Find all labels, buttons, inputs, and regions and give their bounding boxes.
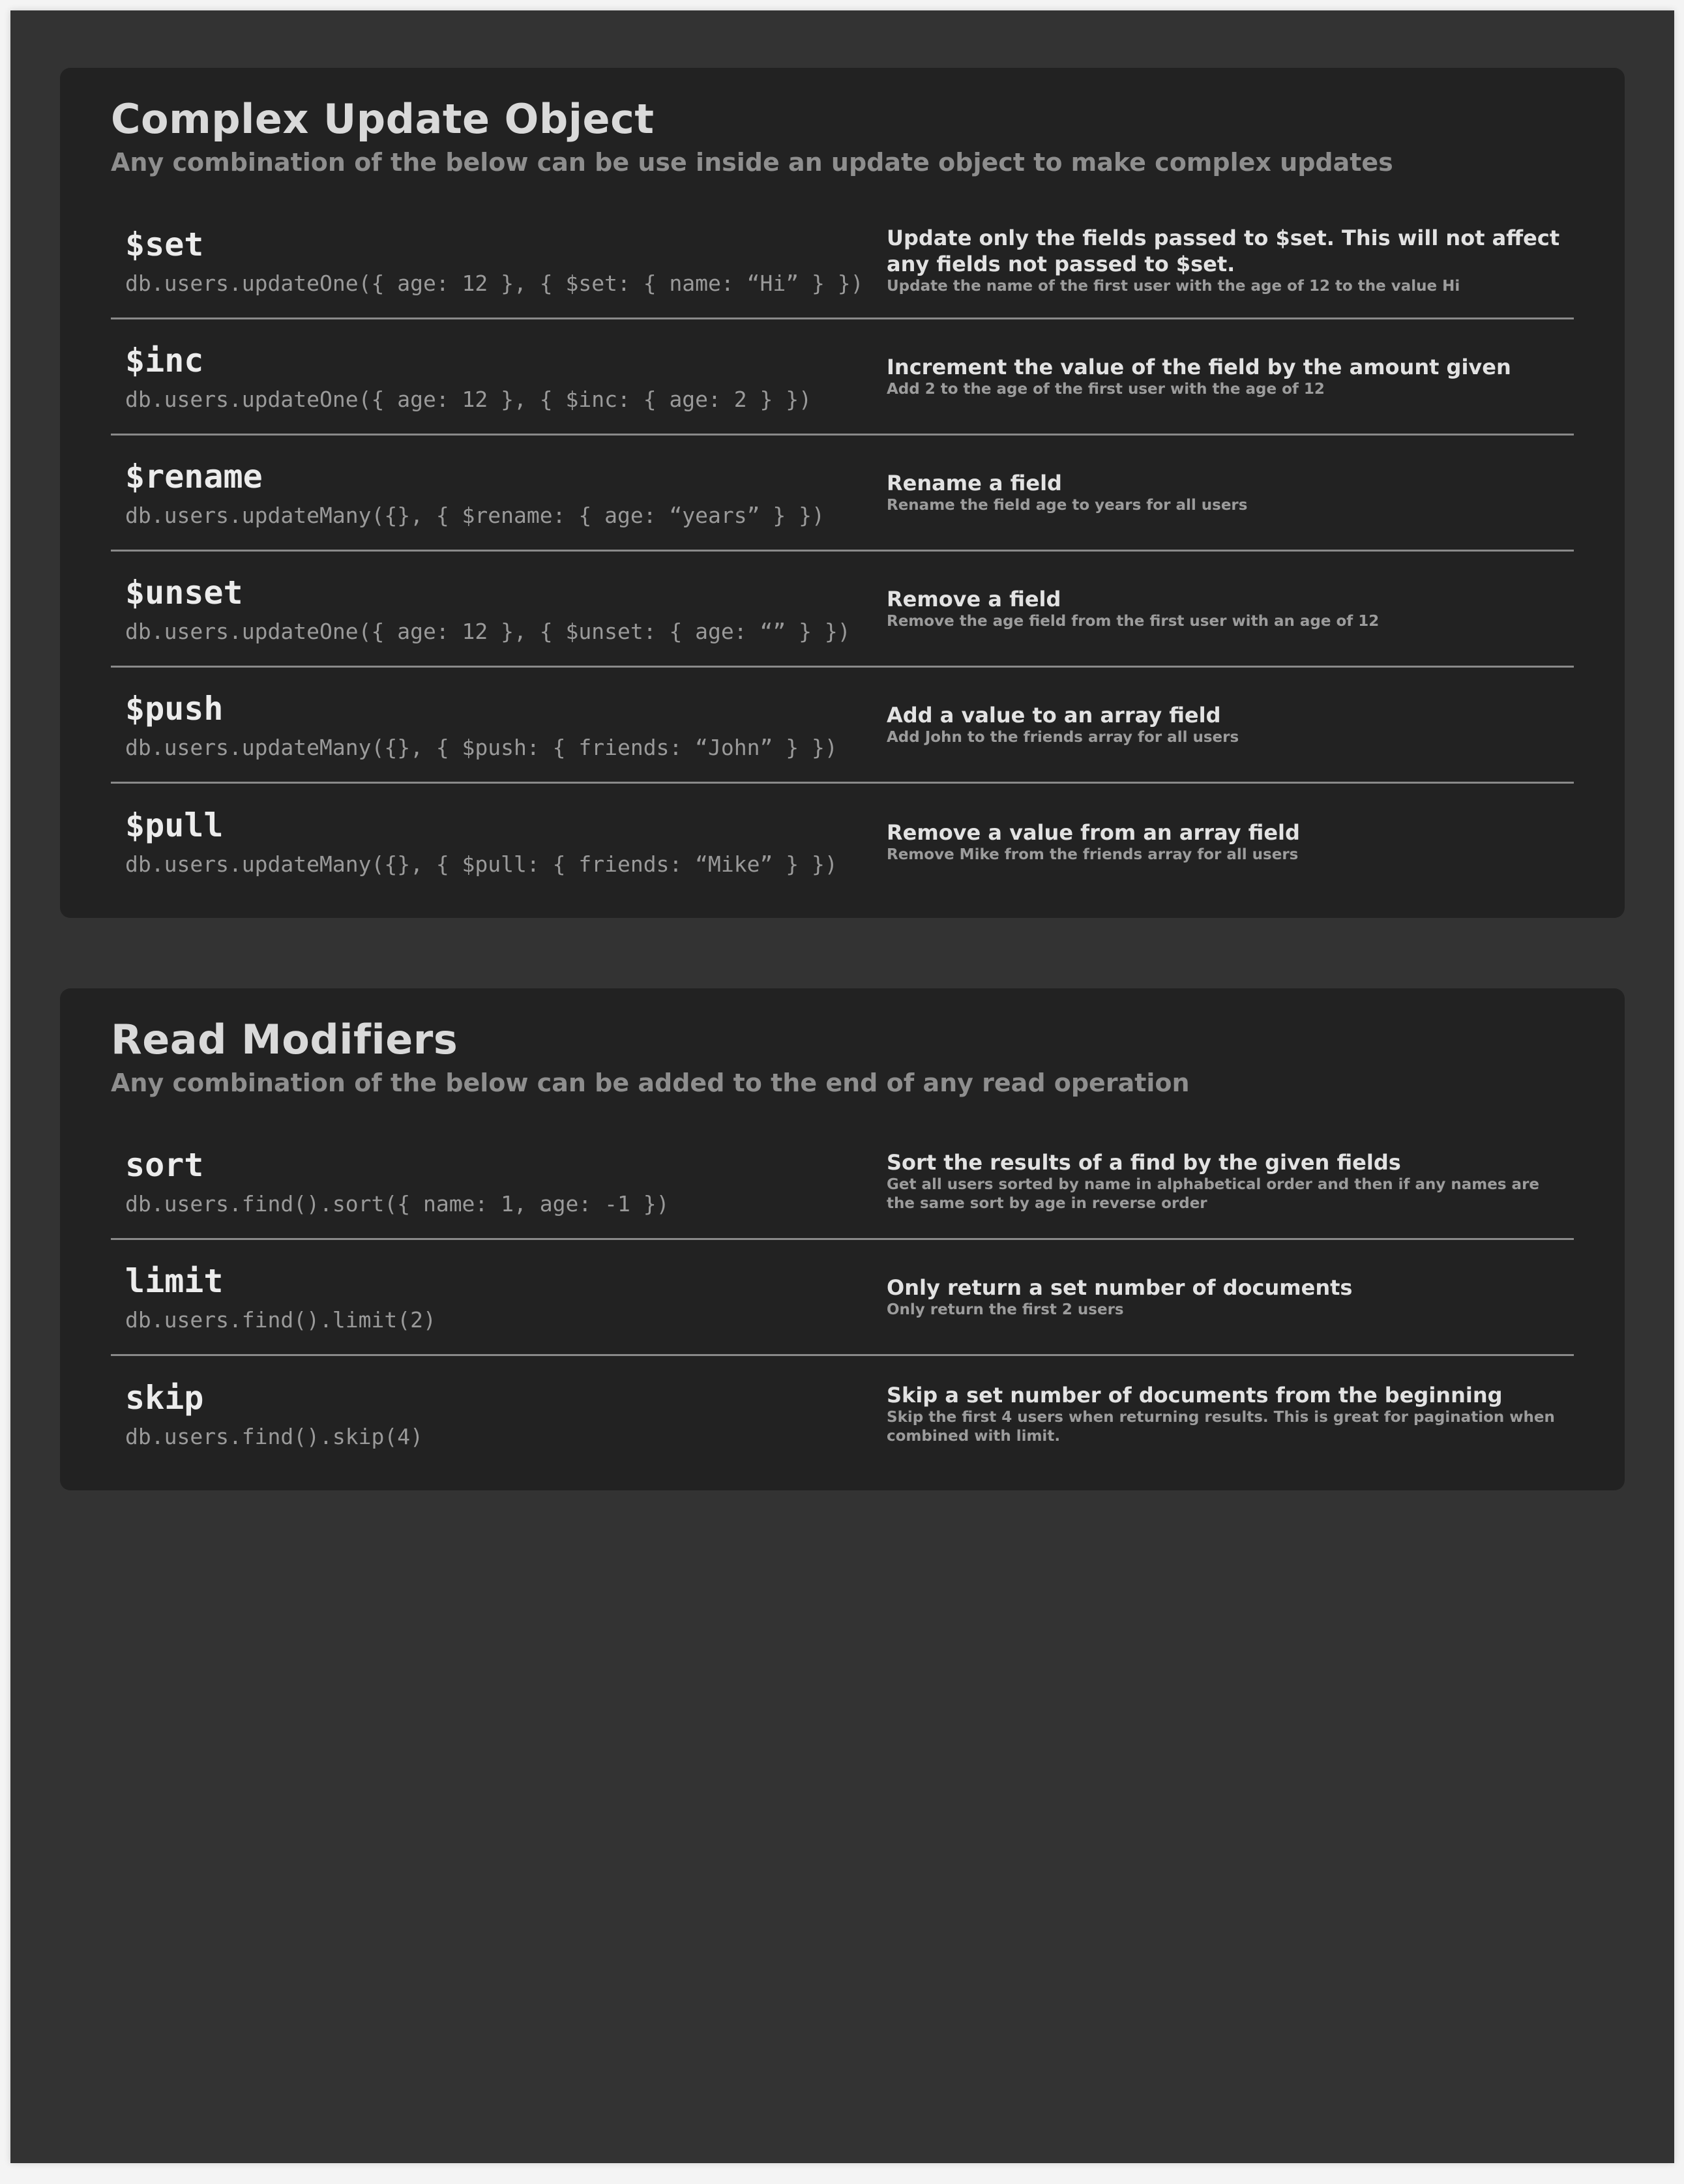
operator-description: Add a value to an array field <box>887 703 1221 728</box>
operator-example: Update the name of the first user with the age of 12 to the value Hi <box>887 278 1460 295</box>
operator-row-push <box>111 668 1574 784</box>
modifier-code: db.users.find().limit(2) <box>125 1306 436 1333</box>
operator-name: $set <box>125 225 204 263</box>
complex-update-object-card <box>60 68 1625 918</box>
operator-example: Add John to the friends array for all users <box>887 729 1239 746</box>
modifier-code: db.users.find().sort({ name: 1, age: -1 }) <box>125 1190 670 1217</box>
operator-example: Remove Mike from the friends array for all users <box>887 846 1299 863</box>
section-title: Read Modifiers <box>111 1016 458 1063</box>
operator-name: $pull <box>125 806 224 844</box>
operator-example: Remove the age field from the first user with an age of 12 <box>887 613 1380 630</box>
read-modifiers-card <box>60 988 1625 1490</box>
operator-code: db.users.updateOne({ age: 12 }, { $set: { name: “Hi” } }) <box>125 270 864 296</box>
operator-row-set <box>111 203 1574 319</box>
modifier-example: Skip the first 4 users when returning results. This is great for pagination when combined with limit. <box>887 1409 1555 1445</box>
operator-name: $unset <box>125 573 243 612</box>
modifier-row-sort <box>111 1124 1574 1240</box>
cheat-sheet-page <box>10 10 1674 2163</box>
operator-row-rename <box>111 435 1574 552</box>
operator-name: $inc <box>125 341 204 379</box>
operator-description: Rename a field <box>887 471 1062 495</box>
operator-name: $push <box>125 689 224 728</box>
modifier-name: sort <box>125 1145 204 1184</box>
modifier-name: limit <box>125 1262 224 1300</box>
modifier-row-skip <box>111 1356 1574 1472</box>
section-subtitle: Any combination of the below can be use inside an update object to make complex updates <box>111 148 1393 177</box>
section-title: Complex Update Object <box>111 95 655 143</box>
operator-code: db.users.updateOne({ age: 12 }, { $inc: { age: 2 } }) <box>125 386 812 412</box>
section-subtitle: Any combination of the below can be added to the end of any read operation <box>111 1069 1190 1097</box>
modifier-description: Skip a set number of documents from the beginning <box>887 1383 1503 1408</box>
operator-example: Rename the field age to years for all users <box>887 497 1248 514</box>
modifier-description: Only return a set number of documents <box>887 1275 1353 1300</box>
modifier-example: Only return the first 2 users <box>887 1301 1124 1318</box>
operator-description: Remove a value from an array field <box>887 819 1300 845</box>
operator-name: $rename <box>125 457 263 495</box>
operator-example: Add 2 to the age of the first user with the age of 12 <box>887 381 1325 398</box>
operator-description: Increment the value of the field by the amount given <box>887 355 1511 379</box>
modifier-name: skip <box>125 1379 204 1417</box>
operator-code: db.users.updateMany({}, { $rename: { age: “years” } }) <box>125 502 825 528</box>
modifier-code: db.users.find().skip(4) <box>125 1424 423 1449</box>
modifier-row-limit <box>111 1240 1574 1356</box>
operator-row-unset <box>111 552 1574 668</box>
operator-row-pull <box>111 784 1574 900</box>
operator-row-inc <box>111 319 1574 435</box>
modifier-description: Sort the results of a find by the given fields <box>887 1149 1401 1175</box>
operator-code: db.users.updateMany({}, { $pull: { friends: “Mike” } }) <box>125 851 838 877</box>
operator-description: Update only the fields passed to $set. This will not affect any fields not passed to $set. <box>887 226 1560 276</box>
operator-code: db.users.updateOne({ age: 12 }, { $unset: { age: “” } }) <box>125 618 851 644</box>
modifier-example: Get all users sorted by name in alphabetical order and then if any names are the same sort by age in reverse order <box>887 1175 1540 1212</box>
operator-description: Remove a field <box>887 587 1061 612</box>
operator-code: db.users.updateMany({}, { $push: { friends: “John” } }) <box>125 734 838 760</box>
